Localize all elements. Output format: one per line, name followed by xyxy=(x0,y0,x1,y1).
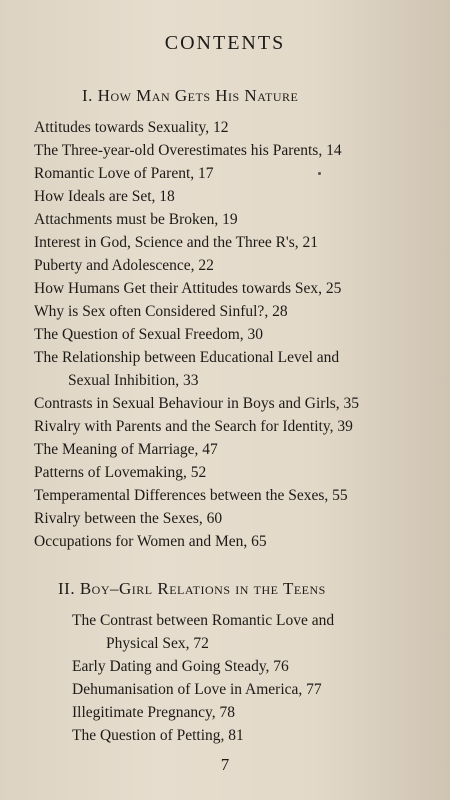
toc-entry xyxy=(34,530,359,553)
toc-entry xyxy=(34,392,359,415)
toc-entry xyxy=(34,346,359,392)
toc-entry-text: The Question of Sexual Freedom, 30 xyxy=(34,326,264,343)
toc-entry-text: Interest in God, Science and the Three R's, 21 xyxy=(34,234,319,251)
page-number: 7 xyxy=(220,755,230,774)
toc-entry xyxy=(34,461,359,484)
toc-entry-text: Romantic Love of Parent, 17 xyxy=(34,165,214,182)
section-1-entries xyxy=(34,116,359,553)
toc-entry-text: Attitudes towards Sexuality, 12 xyxy=(34,119,229,136)
section-title-1: I. How Man Gets His Nature xyxy=(82,86,299,105)
toc-entry-text: Dehumanisation of Love in America, 77 xyxy=(72,681,322,698)
toc-entry-text: The Relationship between Educational Level and xyxy=(34,349,340,366)
toc-entry-text: The Contrast between Romantic Love and xyxy=(72,612,335,629)
toc-entry xyxy=(34,300,359,323)
ink-speck xyxy=(318,172,321,175)
contents-heading: CONTENTS xyxy=(164,32,286,54)
toc-entry xyxy=(34,507,359,530)
toc-entry xyxy=(72,609,334,655)
toc-entry xyxy=(34,323,359,346)
toc-entry-text: Temperamental Differences between the Sexes, 55 xyxy=(34,487,348,504)
toc-entry-text: The Meaning of Marriage, 47 xyxy=(34,441,218,458)
toc-entry xyxy=(72,724,334,747)
toc-entry xyxy=(72,678,334,701)
toc-entry-text: Attachments must be Broken, 19 xyxy=(34,211,238,228)
toc-entry xyxy=(34,231,359,254)
toc-entry-text: Occupations for Women and Men, 65 xyxy=(34,533,267,550)
toc-entry xyxy=(72,701,334,724)
toc-entry-text: Rivalry with Parents and the Search for Identity, 39 xyxy=(34,418,353,435)
toc-entry-text: How Humans Get their Attitudes towards Sex, 25 xyxy=(34,280,342,297)
toc-entry-text: Rivalry between the Sexes, 60 xyxy=(34,510,223,527)
toc-entry-text: The Question of Petting, 81 xyxy=(72,727,244,744)
toc-entry-text: Patterns of Lovemaking, 52 xyxy=(34,464,207,481)
toc-entry xyxy=(72,655,334,678)
toc-entry xyxy=(34,208,359,231)
toc-entry xyxy=(34,484,359,507)
toc-entry-text: Early Dating and Going Steady, 76 xyxy=(72,658,289,675)
toc-entry-text: Why is Sex often Considered Sinful?, 28 xyxy=(34,303,288,320)
toc-entry xyxy=(34,116,359,139)
section-2-entries xyxy=(72,609,334,747)
toc-entry-text: Puberty and Adolescence, 22 xyxy=(34,257,214,274)
toc-entry xyxy=(34,139,359,162)
toc-entry xyxy=(34,162,359,185)
toc-entry xyxy=(34,415,359,438)
toc-entry-text: How Ideals are Set, 18 xyxy=(34,188,175,205)
toc-entry-text: Illegitimate Pregnancy, 78 xyxy=(72,704,235,721)
toc-entry xyxy=(34,438,359,461)
toc-entry-continuation: Physical Sex, 72 xyxy=(106,635,209,652)
toc-entry-continuation: Sexual Inhibition, 33 xyxy=(68,372,199,389)
toc-entry xyxy=(34,277,359,300)
toc-entry xyxy=(34,254,359,277)
toc-entry-text: Contrasts in Sexual Behaviour in Boys and Girls, 35 xyxy=(34,395,360,412)
toc-entry xyxy=(34,185,359,208)
toc-entry-text: The Three-year-old Overestimates his Parents, 14 xyxy=(34,142,342,159)
section-title-2: II. Boy–Girl Relations in the Teens xyxy=(58,579,326,598)
